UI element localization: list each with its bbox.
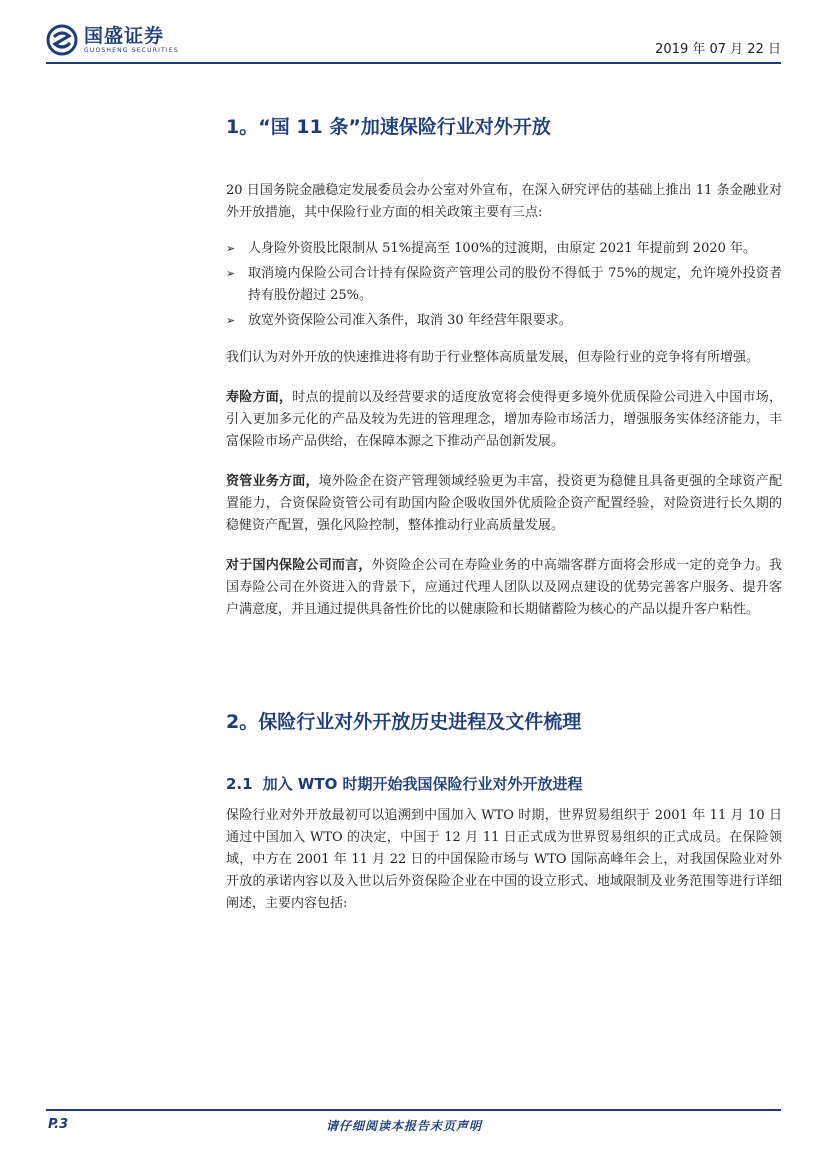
- asset-management-paragraph: 资管业务方面，境外险企在资产管理领域经验更为丰富，投资更为稳健且具备更强的全球资产配置能力，合资保险资管公司有助国内险企吸收国外优质险企资产配置经验，对险资进行长久期的稳健资产配置，强化风险控制，整体推动行业高质量发展。: [226, 474, 782, 533]
- section-1-intro: 20 日国务院金融稳定发展委员会办公室对外宣布，在深入研究评估的基础上推出 11 条金融业对外开放措施，其中保险行业方面的相关政策主要有三点:: [226, 183, 782, 220]
- opinion-paragraph: 我们认为对外开放的快速推进将有助于行业整体高质量发展，但寿险行业的竞争将有所增强。: [226, 350, 760, 365]
- paragraph-lead: 寿险方面，: [226, 390, 293, 405]
- list-item: ➢ 放宽外资保险公司准入条件，取消 30 年经营年限要求。: [226, 310, 782, 332]
- page-footer: [46, 1109, 781, 1141]
- policy-list: [226, 238, 782, 332]
- section-2-heading: 2。保险行业对外开放历史进程及文件梳理: [226, 711, 582, 733]
- domestic-insurers-paragraph: 对于国内保险公司而言，外资险企公司在寿险业务的中高端客群方面将会形成一定的竞争力。我国寿险公司在外资进入的背景下，应通过代理人团队以及网点建设的优势完善客户服务、提升客户满意度，并且通过提供具备性价比的以健康险和长期储蓄险为核心的产品以提升客户粘性。: [226, 558, 782, 617]
- arrow-bullet-icon: ➢: [226, 242, 236, 255]
- paragraph-lead: 资管业务方面，: [226, 474, 319, 489]
- page-header: [46, 22, 781, 64]
- life-insurance-paragraph: 寿险方面，时点的提前以及经营要求的适度放宽将会使得更多境外优质保险公司进入中国市场，引入更加多元化的产品及较为先进的管理理念，增加寿险市场活力，增强服务实体经济能力，丰富保险市场产品供给，在保障本源之下推动产品创新发展。: [226, 390, 782, 449]
- page-number: P.3: [48, 1117, 69, 1132]
- paragraph-lead: 对于国内保险公司而言，: [226, 558, 372, 573]
- section-1-heading: 1。“国 11 条”加速保险行业对外开放: [226, 116, 551, 138]
- subsection-2-1-heading: [226, 773, 583, 794]
- list-item: ➢ 人身险外资股比限制从 51%提高至 100%的过渡期，由原定 2021 年提前到 2020 年。: [226, 238, 782, 260]
- disclaimer-note: 请仔细阅读本报告末页声明: [326, 1119, 483, 1133]
- wto-paragraph: 保险行业对外开放最初可以追溯到中国加入 WTO 时期，世界贸易组织于 2001 年 11 月 10 日通过中国加入 WTO 的决定，中国于 12 月 11 日正式成为世界贸易组织的正式成员。在保险领域，中方在 2001 年 11 月 22 日的中国保险市场与 WTO 国际高峰年会上，对我国保险业对外开放的承诺内容以及入世以后外资保险企业在中国的设立形式、地域限制及业务范围等进行详细阐述，主要内容包括:: [226, 808, 782, 911]
- section-1-body: [226, 180, 782, 621]
- company-logo: [46, 22, 179, 58]
- section-2-body: [226, 805, 782, 915]
- report-date: 2019 年 07 月 22 日: [655, 42, 781, 57]
- subsection-title: 加入 WTO 时期开始我国保险行业对外开放进程: [262, 775, 583, 793]
- logo-name-cn: 国盛证券: [84, 25, 165, 47]
- logo-name-en: GUOSHENG SECURITIES: [84, 47, 179, 54]
- arrow-bullet-icon: ➢: [226, 267, 236, 280]
- subsection-number: 2.1: [226, 775, 253, 793]
- arrow-bullet-icon: ➢: [226, 314, 236, 327]
- guosheng-logo-icon: [46, 24, 78, 56]
- list-item: ➢ 取消境内保险公司合计持有保险资产管理公司的股份不得低于 75%的规定，允许境外投资者持有股份超过 25%。: [226, 263, 782, 307]
